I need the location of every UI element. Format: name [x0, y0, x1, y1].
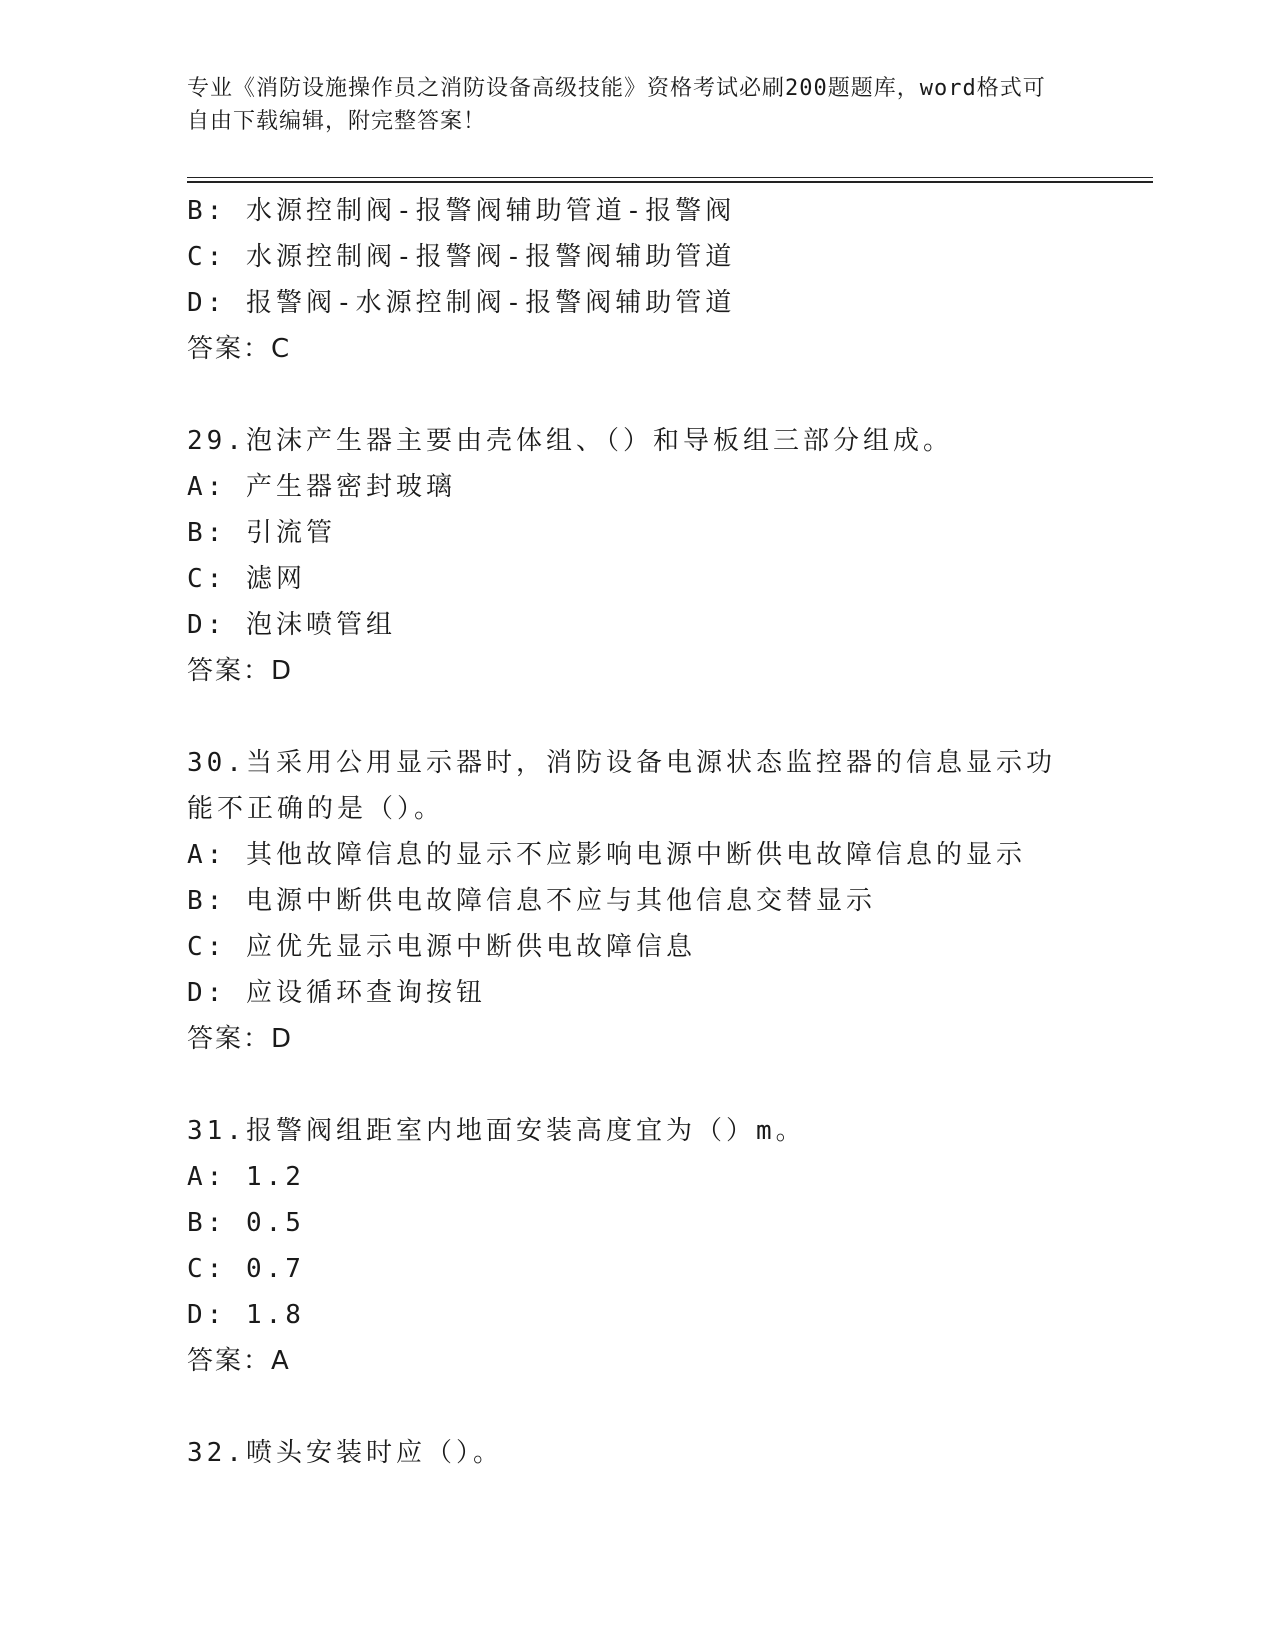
option-b: B: 引流管 [187, 518, 336, 548]
spacer [187, 1062, 1087, 1108]
option-a: A: 其他故障信息的显示不应影响电源中断供电故障信息的显示 [187, 840, 1026, 870]
continued-question-block [187, 188, 1087, 372]
option-a: A: 1.2 [187, 1162, 305, 1192]
question-content [187, 188, 1087, 1476]
answer-line: 答案：C [187, 334, 292, 364]
option-b: B: 电源中断供电故障信息不应与其他信息交替显示 [187, 886, 876, 916]
option-d: D: 1.8 [187, 1300, 305, 1330]
question-block-31 [187, 1108, 1087, 1384]
question-text: 31.报警阀组距室内地面安装高度宜为（）m。 [187, 1116, 806, 1146]
option-c: C: 水源控制阀-报警阀-报警阀辅助管道 [187, 242, 736, 272]
spacer [187, 372, 1087, 418]
answer-line: 答案：D [187, 656, 294, 686]
option-c: C: 0.7 [187, 1254, 305, 1284]
question-text: 30.当采用公用显示器时，消防设备电源状态监控器的信息显示功能不正确的是（）。 [187, 748, 1056, 824]
header-divider-thick [187, 181, 1153, 183]
option-c: C: 滤网 [187, 564, 306, 594]
option-d: D: 报警阀-水源控制阀-报警阀辅助管道 [187, 288, 736, 318]
option-b: B: 水源控制阀-报警阀辅助管道-报警阀 [187, 196, 736, 226]
option-a: A: 产生器密封玻璃 [187, 472, 456, 502]
question-block-30 [187, 740, 1087, 1062]
spacer [187, 694, 1087, 740]
question-text: 32.喷头安装时应（）。 [187, 1438, 503, 1468]
option-d: D: 泡沫喷管组 [187, 610, 396, 640]
option-b: B: 0.5 [187, 1208, 305, 1238]
option-d: D: 应设循环查询按钮 [187, 978, 486, 1008]
answer-line: 答案：D [187, 1024, 294, 1054]
question-block-32 [187, 1430, 1087, 1476]
option-c: C: 应优先显示电源中断供电故障信息 [187, 932, 696, 962]
question-text: 29.泡沫产生器主要由壳体组、（）和导板组三部分组成。 [187, 426, 953, 456]
header-divider-thin [187, 177, 1153, 178]
spacer [187, 1384, 1087, 1430]
question-block-29 [187, 418, 1087, 694]
document-header: 专业《消防设施操作员之消防设备高级技能》资格考试必刷200题题库，word格式可自由下载编辑，附完整答案！ [187, 76, 1046, 134]
answer-line: 答案：A [187, 1346, 291, 1376]
